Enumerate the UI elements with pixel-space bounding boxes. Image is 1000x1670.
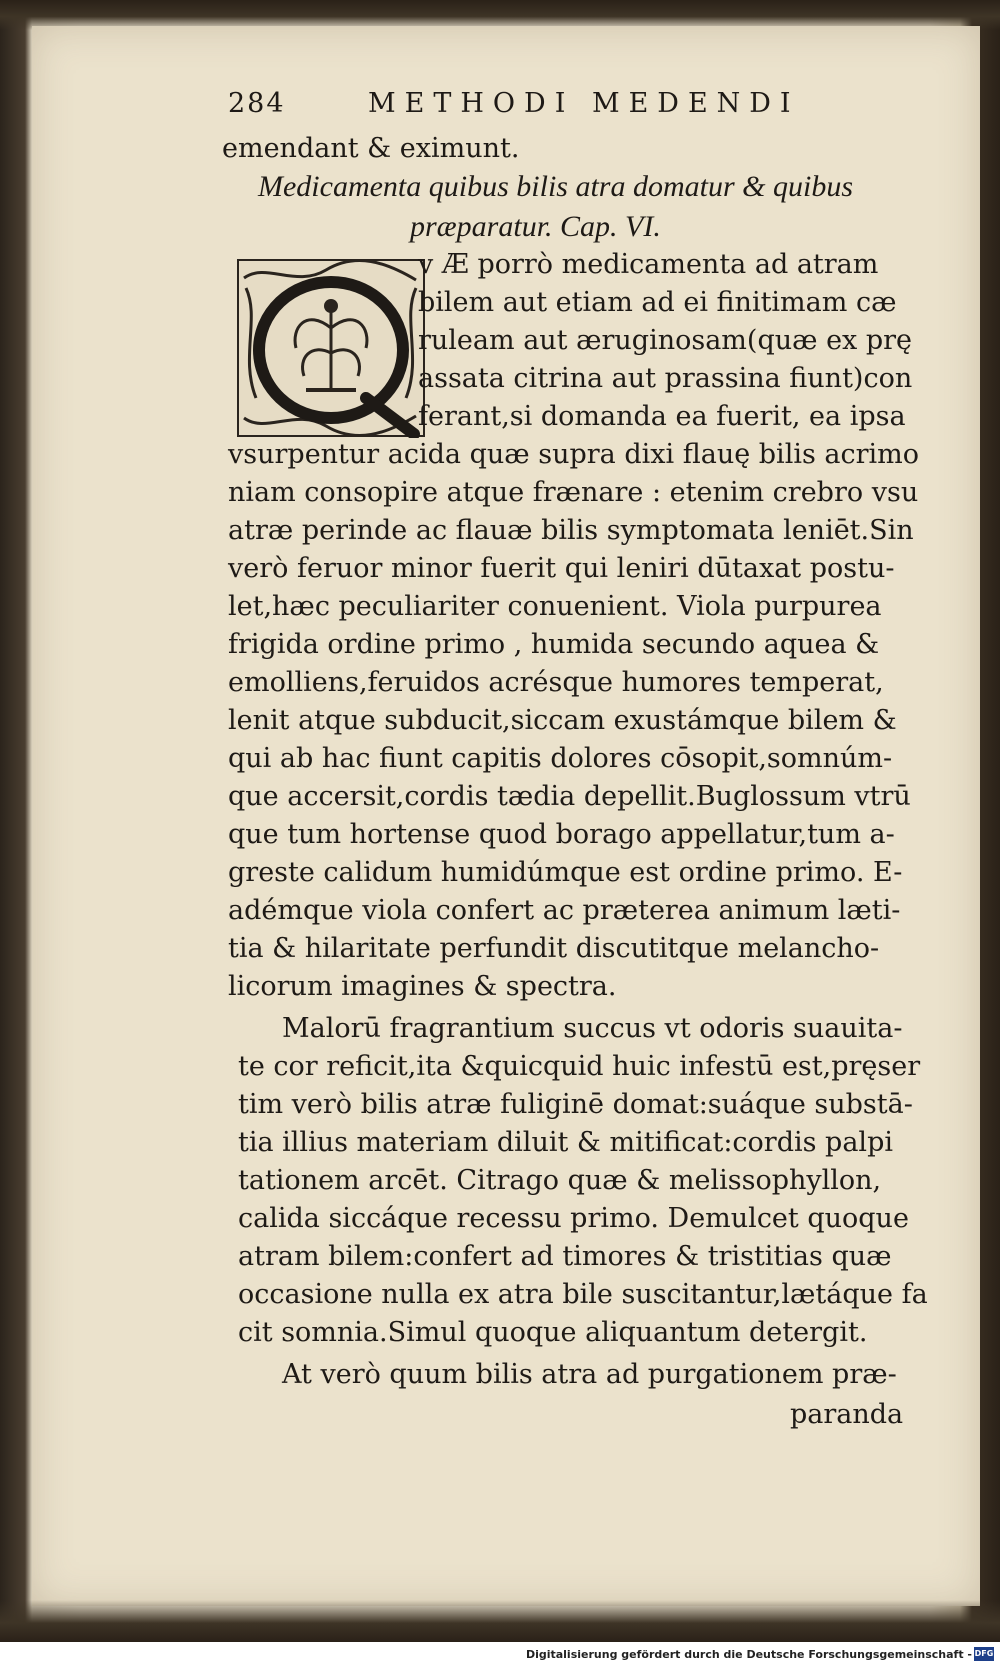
text-line-9: atræ perinde ac flauæ bilis symptomata leniēt.Sin: [228, 515, 914, 546]
page-number: 284: [228, 88, 286, 119]
text-line-4: ruleam aut æruginosam(quæ ex prę: [418, 325, 913, 356]
text-line-23: te cor reficit,ita &quicquid huic infestū est,pręser: [238, 1051, 921, 1082]
text-line-16: que accersit,cordis tædia depellit.Buglossum vtrū: [228, 781, 911, 812]
text-line-20: tia & hilaritate perfundit discutitque melancho-: [228, 933, 880, 964]
running-title: METHODI MEDENDI: [368, 88, 800, 119]
footer-bar: [0, 1642, 1000, 1670]
text-line-19: adémque viola confert ac præterea animum læti-: [228, 895, 901, 926]
scan-bottom-edge: [0, 1600, 1000, 1642]
text-line-18: greste calidum humidúmque est ordine primo. E-: [228, 857, 903, 888]
dfg-logo: DFG: [974, 1647, 994, 1661]
text-line-15: qui ab hac fiunt capitis dolores cōsopit,somnúm-: [228, 743, 893, 774]
text-line-1: emendant & eximunt.: [222, 133, 520, 164]
text-line-10: verò feruor minor fuerit qui leniri dūtaxat postu-: [228, 553, 895, 584]
catchword: paranda: [790, 1399, 904, 1430]
chapter-heading-line1: Medicamenta quibus bilis atra domatur & quibus: [258, 170, 853, 203]
text-line-31: At verò quum bilis atra ad purgationem præ-: [282, 1359, 897, 1390]
text-line-14: lenit atque subducit,siccam exustámque bilem &: [228, 705, 897, 736]
text-line-21: licorum imagines & spectra.: [228, 971, 617, 1002]
text-line-3: bilem aut etiam ad ei finitimam cæ: [418, 287, 897, 318]
text-line-11: let,hæc peculiariter conuenient. Viola purpurea: [228, 591, 882, 622]
text-line-2: v Æ porrò medicamenta ad atram: [418, 249, 879, 280]
text-line-24: tim verò bilis atræ fuliginē domat:suáque substā-: [238, 1089, 913, 1120]
text-line-7: vsurpentur acida quæ supra dixi flauę bilis acrimo: [228, 439, 920, 470]
text-line-29: occasione nulla ex atra bile suscitantur,lætáque fa: [238, 1279, 928, 1310]
text-line-27: calida siccáque recessu primo. Demulcet quoque: [238, 1203, 909, 1234]
text-line-25: tia illius materiam diluit & mitificat:cordis palpi: [238, 1127, 893, 1158]
text-line-26: tationem arcēt. Citrago quæ & melissophyllon,: [238, 1165, 882, 1196]
decorated-initial-q: [236, 258, 426, 438]
running-head: [228, 88, 878, 128]
text-line-8: niam consopire atque frænare : etenim crebro vsu: [228, 477, 919, 508]
text-line-12: frigida ordine primo , humida secundo aquea &: [228, 629, 880, 660]
text-line-30: cit somnia.Simul quoque aliquantum detergit.: [238, 1317, 868, 1348]
text-line-22: Malorū fragrantium succus vt odoris suauita-: [282, 1013, 903, 1044]
text-line-13: emolliens,feruidos acrésque humores temperat,: [228, 667, 884, 698]
text-line-6: ferant,si domanda ea fuerit, ea ipsa: [418, 401, 906, 432]
text-line-17: que tum hortense quod borago appellatur,tum a-: [228, 819, 895, 850]
chapter-heading-line2: præparatur. Cap. VI.: [410, 210, 661, 243]
text-line-5: assata citrina aut prassina fiunt)con: [418, 363, 913, 394]
text-line-28: atram bilem:confert ad timores & tristitias quæ: [238, 1241, 892, 1272]
digitization-credit: Digitalisierung gefördert durch die Deutsche Forschungsgemeinschaft -: [525, 1648, 972, 1661]
